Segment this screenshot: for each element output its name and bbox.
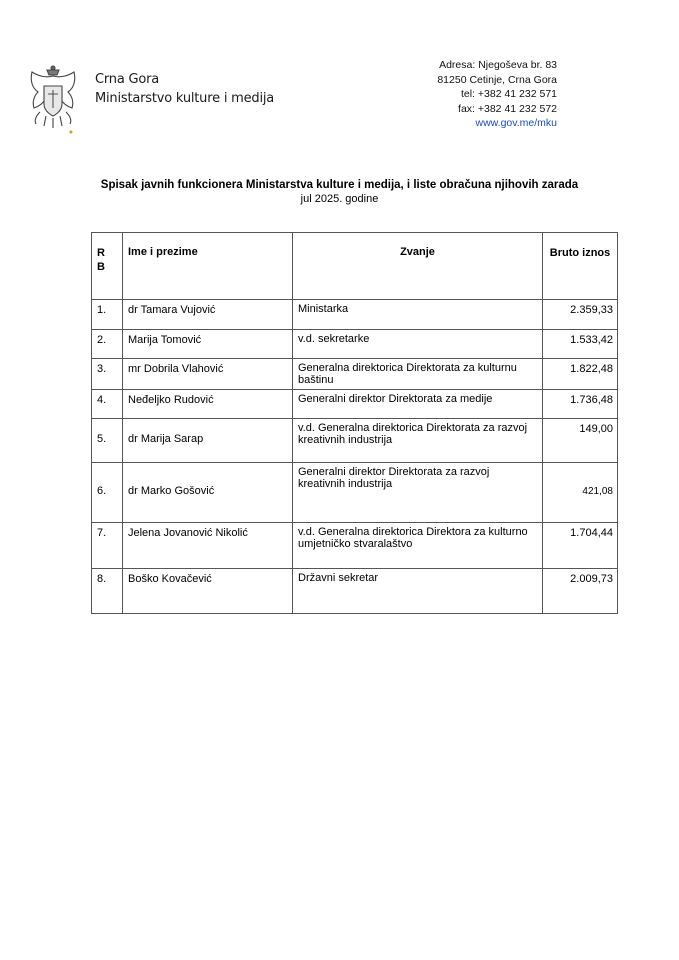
header-rb: R B xyxy=(92,233,123,300)
coat-of-arms-logo xyxy=(24,64,82,136)
bruto-amount: 421,08 xyxy=(543,463,618,523)
contact-address: Adresa: Njegoševa br. 83 xyxy=(439,59,557,71)
official-name: dr Marko Gošović xyxy=(123,463,293,523)
header-role: Zvanje xyxy=(293,233,543,300)
bruto-amount: 2.009,73 xyxy=(543,569,618,614)
row-number: 8. xyxy=(92,569,123,614)
table-row xyxy=(92,523,618,569)
official-role: v.d. Generalna direktorica Direktorata za razvoj kreativnih industrija xyxy=(293,419,543,463)
official-role: v.d. sekretarke xyxy=(293,330,543,359)
bruto-amount: 2.359,33 xyxy=(543,300,618,330)
official-name: mr Dobrila Vlahović xyxy=(123,359,293,390)
table-row xyxy=(92,300,618,330)
official-role: Generalna direktorica Direktorata za kulturnu baštinu xyxy=(293,359,543,390)
document-title-block xyxy=(0,178,679,206)
official-role: v.d. Generalna direktorica Direktora za kulturno umjetničko stvaralaštvo xyxy=(293,523,543,569)
table-row xyxy=(92,419,618,463)
bruto-amount: 1.533,42 xyxy=(543,330,618,359)
organization-name xyxy=(95,70,274,108)
document-title: Spisak javnih funkcionera Ministarstva kulture i medija, i liste obračuna njihovih zarada xyxy=(100,179,579,191)
contact-city: 81250 Cetinje, Crna Gora xyxy=(437,73,557,86)
row-number: 2. xyxy=(92,330,123,359)
table-header-row xyxy=(92,233,618,300)
official-name: dr Tamara Vujović xyxy=(123,300,293,330)
document-period: jul 2025. godine xyxy=(300,193,379,205)
bruto-amount: 1.736,48 xyxy=(543,390,618,419)
contact-block xyxy=(437,58,557,131)
bruto-amount: 149,00 xyxy=(543,419,618,463)
official-role: Ministarka xyxy=(293,300,543,330)
header-bruto: Bruto iznos xyxy=(543,233,618,300)
official-name: Marija Tomović xyxy=(123,330,293,359)
official-role: Generalni direktor Direktorata za medije xyxy=(293,390,543,419)
table-row xyxy=(92,330,618,359)
bruto-amount: 1.822,48 xyxy=(543,359,618,390)
official-role: Generalni direktor Direktorata za razvoj kreativnih industrija xyxy=(293,463,543,523)
contact-tel: tel: +382 41 232 571 xyxy=(460,88,557,100)
row-number: 1. xyxy=(92,300,123,330)
official-name: Boško Kovačević xyxy=(123,569,293,614)
org-country: Crna Gora xyxy=(95,72,160,87)
row-number: 5. xyxy=(92,419,123,463)
row-number: 3. xyxy=(92,359,123,390)
row-number: 7. xyxy=(92,523,123,569)
header-name: Ime i prezime xyxy=(123,233,293,300)
official-name: Neđeljko Rudović xyxy=(123,390,293,419)
table-row xyxy=(92,359,618,390)
table-row xyxy=(92,390,618,419)
contact-fax: fax: +382 41 232 572 xyxy=(458,102,557,115)
row-number: 4. xyxy=(92,390,123,419)
official-name: Jelena Jovanović Nikolić xyxy=(123,523,293,569)
website-link[interactable]: www.gov.me/mku xyxy=(475,117,557,129)
official-role: Državni sekretar xyxy=(293,569,543,614)
bruto-amount: 1.704,44 xyxy=(543,523,618,569)
table-row xyxy=(92,463,618,523)
officials-salary-table xyxy=(91,232,618,614)
row-number: 6. xyxy=(92,463,123,523)
table-row xyxy=(92,569,618,614)
official-name: dr Marija Sarap xyxy=(123,419,293,463)
org-ministry: Ministarstvo kulture i medija xyxy=(95,91,275,106)
